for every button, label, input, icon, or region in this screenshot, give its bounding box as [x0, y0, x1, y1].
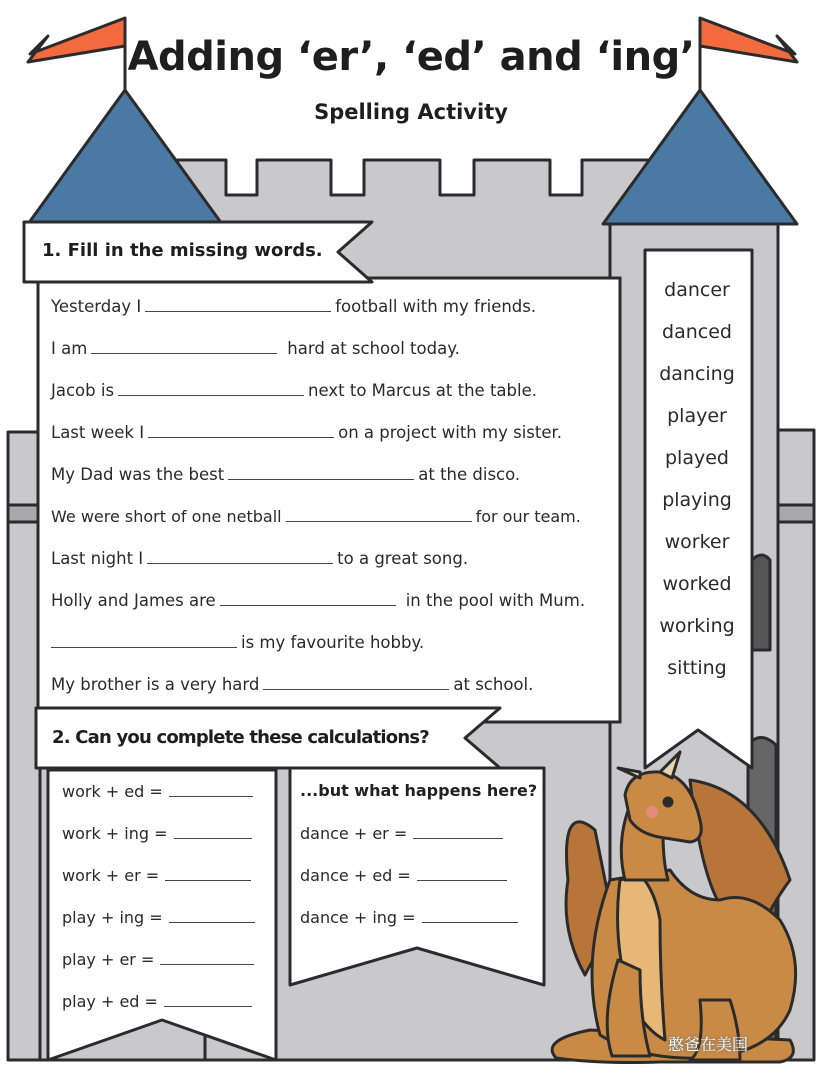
- sentence-7: [51, 549, 621, 568]
- calc-expression: play + er =: [62, 950, 155, 969]
- sentence-before: Yesterday I: [51, 297, 142, 316]
- sentence-10: [51, 675, 621, 694]
- sentence-9: [51, 633, 621, 652]
- sentence-before: Holly and James are: [51, 591, 216, 610]
- answer-blank[interactable]: [147, 551, 333, 564]
- calc-expression: work + er =: [62, 866, 160, 885]
- calc-left-3: [62, 866, 255, 885]
- sentence-after: on a project with my sister.: [338, 423, 563, 442]
- sentence-after: to a great song.: [337, 549, 469, 568]
- calc-right-heading: ...but what happens here?: [300, 781, 538, 800]
- sentence-before: Last week I: [51, 423, 145, 442]
- sentence-2: [51, 339, 621, 358]
- calc-expression: work + ed =: [62, 782, 163, 801]
- sentence-6: [51, 507, 621, 526]
- sentence-before: Jacob is: [51, 381, 115, 400]
- sentence-before: My Dad was the best: [51, 465, 225, 484]
- answer-blank[interactable]: [148, 425, 334, 438]
- answer-blank[interactable]: [51, 635, 237, 648]
- sentence-after: next to Marcus at the table.: [308, 381, 537, 400]
- calc-answer-blank[interactable]: [174, 828, 252, 839]
- sentence-after: in the pool with Mum.: [405, 591, 586, 610]
- section1-heading: 1. Fill in the missing words.: [42, 240, 323, 261]
- calc-answer-blank[interactable]: [164, 996, 252, 1007]
- calc-right-1: [300, 824, 507, 843]
- calc-answer-blank[interactable]: [422, 912, 518, 923]
- word-bank-item: dancing: [659, 363, 735, 385]
- sentence-after: at school.: [453, 675, 534, 694]
- sentence-after: hard at school today.: [287, 339, 460, 358]
- calc-answer-blank[interactable]: [417, 870, 507, 881]
- calc-answer-blank[interactable]: [169, 912, 255, 923]
- calc-expression: dance + er =: [300, 824, 408, 843]
- section2-heading: 2. Can you complete these calculations?: [52, 727, 429, 748]
- answer-blank[interactable]: [91, 341, 277, 354]
- answer-blank[interactable]: [220, 593, 396, 606]
- calc-left-6: [62, 992, 256, 1011]
- word-bank-item: playing: [662, 489, 732, 511]
- sentence-1: [51, 297, 621, 316]
- answer-blank[interactable]: [286, 509, 472, 522]
- sentence-before: My brother is a very hard: [51, 675, 260, 694]
- calc-answer-blank[interactable]: [413, 828, 503, 839]
- sentence-after: football with my friends.: [335, 297, 537, 316]
- watermark: 憨爸在美国: [668, 1035, 749, 1054]
- sentence-4: [51, 423, 621, 442]
- page-subtitle: Spelling Activity: [314, 100, 508, 124]
- calc-left-5: [62, 950, 258, 969]
- calc-right-2: [300, 866, 511, 885]
- calc-expression: play + ing =: [62, 908, 163, 927]
- sentence-5: [51, 465, 621, 484]
- sentence-after: for our team.: [475, 507, 581, 526]
- sentence-after: is my favourite hobby.: [241, 633, 425, 652]
- sentence-before: Last night I: [51, 549, 144, 568]
- calc-left-1: [62, 782, 257, 801]
- calc-answer-blank[interactable]: [169, 786, 253, 797]
- calc-left-2: [62, 824, 256, 843]
- answer-blank[interactable]: [145, 299, 331, 312]
- sentence-after: at the disco.: [418, 465, 521, 484]
- word-bank-item: dancer: [664, 279, 730, 301]
- page-title: Adding ‘er’, ‘ed’ and ‘ing’: [127, 34, 695, 80]
- calc-answer-blank[interactable]: [165, 870, 251, 881]
- calc-expression: work + ing =: [62, 824, 168, 843]
- answer-blank[interactable]: [263, 677, 449, 690]
- word-bank-item: played: [665, 447, 729, 469]
- word-bank-item: worked: [662, 573, 732, 595]
- sentence-before: We were short of one netball: [51, 507, 282, 526]
- sentence-3: [51, 381, 621, 400]
- answer-blank[interactable]: [228, 467, 414, 480]
- calc-answer-blank[interactable]: [160, 954, 254, 965]
- calc-expression: play + ed =: [62, 992, 158, 1011]
- calc-expression: dance + ed =: [300, 866, 411, 885]
- sentence-8: [51, 591, 621, 610]
- word-bank-item: sitting: [667, 657, 727, 679]
- calc-expression: dance + ing =: [300, 908, 416, 927]
- calc-right-3: [300, 908, 522, 927]
- sentence-before: I am: [51, 339, 88, 358]
- calc-left-4: [62, 908, 259, 927]
- word-bank-item: working: [659, 615, 735, 637]
- word-bank-item: player: [667, 405, 727, 427]
- word-bank-item: worker: [664, 531, 730, 553]
- answer-blank[interactable]: [118, 383, 304, 396]
- word-bank-item: danced: [662, 321, 732, 343]
